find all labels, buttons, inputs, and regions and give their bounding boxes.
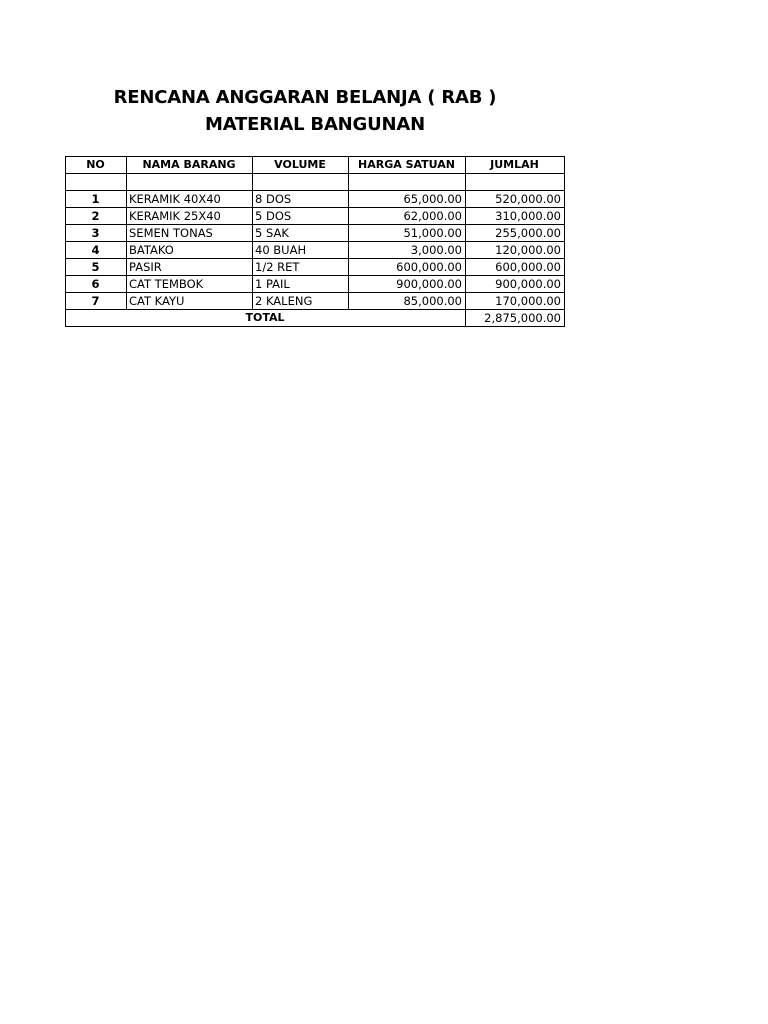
total-value: 2,875,000.00 xyxy=(466,310,565,327)
table-row xyxy=(66,208,565,225)
cell-jumlah: 900,000.00 xyxy=(466,276,565,293)
cell-jumlah: 520,000.00 xyxy=(466,191,565,208)
cell-volume: 1 PAIL xyxy=(253,276,349,293)
cell-nama-barang: PASIR xyxy=(127,259,253,276)
cell-no: 4 xyxy=(66,242,127,259)
cell-volume: 5 SAK xyxy=(253,225,349,242)
table-row xyxy=(66,259,565,276)
cell-harga-satuan: 600,000.00 xyxy=(349,259,466,276)
title-line-2: MATERIAL BANGUNAN xyxy=(204,114,425,135)
cell-jumlah: 310,000.00 xyxy=(466,208,565,225)
cell-jumlah: 120,000.00 xyxy=(466,242,565,259)
total-label: TOTAL xyxy=(66,310,466,327)
empty-cell xyxy=(349,174,466,191)
cell-harga-satuan: 62,000.00 xyxy=(349,208,466,225)
cell-jumlah: 170,000.00 xyxy=(466,293,565,310)
total-row xyxy=(66,310,565,327)
cell-no: 1 xyxy=(66,191,127,208)
header-jumlah: JUMLAH xyxy=(466,157,565,174)
cell-nama-barang: CAT KAYU xyxy=(127,293,253,310)
table-row xyxy=(66,191,565,208)
cell-harga-satuan: 51,000.00 xyxy=(349,225,466,242)
cell-nama-barang: KERAMIK 40X40 xyxy=(127,191,253,208)
cell-volume: 2 KALENG xyxy=(253,293,349,310)
cell-jumlah: 600,000.00 xyxy=(466,259,565,276)
empty-cell xyxy=(466,174,565,191)
cell-volume: 1/2 RET xyxy=(253,259,349,276)
table-row xyxy=(66,242,565,259)
cell-nama-barang: SEMEN TONAS xyxy=(127,225,253,242)
table-row xyxy=(66,293,565,310)
cell-harga-satuan: 900,000.00 xyxy=(349,276,466,293)
table-header-row xyxy=(66,157,565,174)
header-volume: VOLUME xyxy=(253,157,349,174)
cell-nama-barang: KERAMIK 25X40 xyxy=(127,208,253,225)
cell-nama-barang: BATAKO xyxy=(127,242,253,259)
cell-nama-barang: CAT TEMBOK xyxy=(127,276,253,293)
cell-jumlah: 255,000.00 xyxy=(466,225,565,242)
cell-no: 2 xyxy=(66,208,127,225)
table-row xyxy=(66,225,565,242)
cell-volume: 40 BUAH xyxy=(253,242,349,259)
cell-no: 6 xyxy=(66,276,127,293)
empty-cell xyxy=(253,174,349,191)
cell-no: 3 xyxy=(66,225,127,242)
cell-harga-satuan: 3,000.00 xyxy=(349,242,466,259)
empty-cell xyxy=(66,174,127,191)
header-harga-satuan: HARGA SATUAN xyxy=(349,157,466,174)
cell-harga-satuan: 65,000.00 xyxy=(349,191,466,208)
document-title xyxy=(60,84,570,138)
cell-volume: 8 DOS xyxy=(253,191,349,208)
cell-volume: 5 DOS xyxy=(253,208,349,225)
empty-cell xyxy=(127,174,253,191)
cell-harga-satuan: 85,000.00 xyxy=(349,293,466,310)
header-no: NO xyxy=(66,157,127,174)
header-nama-barang: NAMA BARANG xyxy=(127,157,253,174)
empty-row xyxy=(66,174,565,191)
rab-table xyxy=(65,156,565,327)
title-line-1: RENCANA ANGGARAN BELANJA ( RAB ) xyxy=(113,87,497,108)
table-row xyxy=(66,276,565,293)
cell-no: 7 xyxy=(66,293,127,310)
cell-no: 5 xyxy=(66,259,127,276)
